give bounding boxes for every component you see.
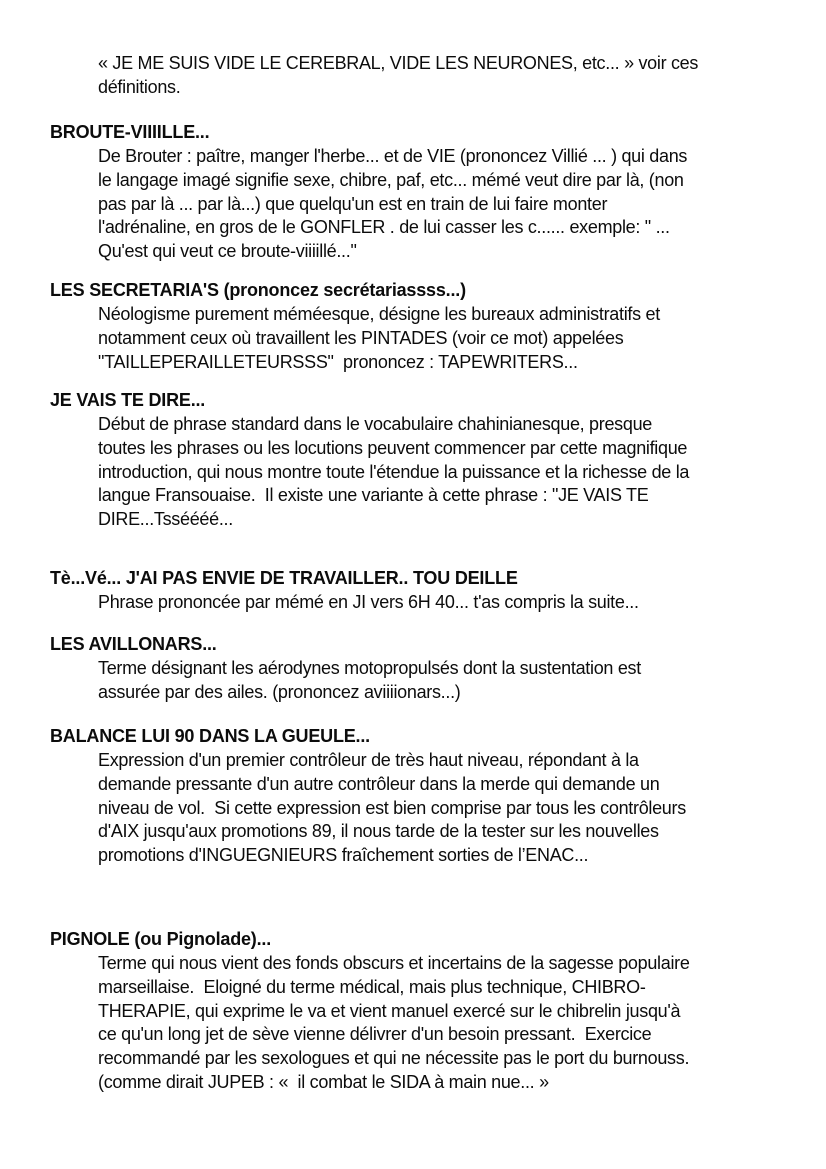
definition-line: promotions d'INGUEGNIEURS fraîchement sorties de l’ENAC...: [98, 845, 589, 866]
definition-line: notamment ceux où travaillent les PINTADES (voir ce mot) appelées: [98, 327, 624, 348]
entry-term: LES SECRETARIA'S (prononcez secrétariassss...): [50, 280, 466, 300]
definition-line: niveau de vol. Si cette expression est bien comprise par tous les contrôleurs: [98, 797, 686, 818]
entry-definition: [98, 952, 790, 1095]
definition-line: (comme dirait JUPEB : « il combat le SIDA à main nue... »: [98, 1071, 549, 1092]
definition-line: pas par là ... par là...) que quelqu'un est en train de lui faire monter: [98, 193, 608, 214]
entry-term: LES AVILLONARS...: [50, 634, 217, 654]
entry-definition: [98, 749, 790, 868]
entry-term: Tè...Vé... J'AI PAS ENVIE DE TRAVAILLER.. TOU DEILLE: [50, 568, 518, 588]
entry-term: BALANCE LUI 90 DANS LA GUEULE...: [50, 726, 370, 746]
glossary-entry-pignole: [50, 927, 790, 1095]
entry-definition: [98, 413, 790, 532]
definition-line: DIRE...Tsséééé...: [98, 509, 233, 530]
definition-line: Phrase prononcée par mémé en JI vers 6H 40... t'as compris la suite...: [98, 592, 639, 612]
definition-line: d'AIX jusqu'aux promotions 89, il nous tarde de la tester sur les nouvelles: [98, 821, 659, 842]
glossary-entry-je-vais-te-dire: [50, 388, 790, 532]
definition-line: Expression d'un premier contrôleur de très haut niveau, répondant à la: [98, 750, 639, 770]
entry-definition: [98, 52, 790, 100]
definition-line: définitions.: [98, 76, 181, 97]
definition-line: introduction, qui nous montre toute l'étendue la puissance et la richesse de la: [98, 461, 690, 482]
glossary-entry-intro: [50, 52, 790, 100]
definition-line: « JE ME SUIS VIDE LE CEREBRAL, VIDE LES NEURONES, etc... » voir ces: [98, 53, 699, 73]
definition-line: Début de phrase standard dans le vocabulaire chahinianesque, presque: [98, 414, 653, 434]
glossary-entry-broute-viiiille: [50, 120, 790, 264]
definition-line: Qu'est qui veut ce broute-viiiillé...": [98, 241, 357, 262]
definition-line: recommandé par les sexologues et qui ne nécessite pas le port du burnouss.: [98, 1048, 690, 1069]
glossary-entry-les-avillonars: [50, 632, 790, 705]
definition-line: Terme qui nous vient des fonds obscurs et incertains de la sagesse populaire: [98, 953, 690, 973]
glossary-entry-balance-lui-90: [50, 724, 790, 868]
entry-definition: [98, 591, 790, 615]
glossary-entry-secretarias: [50, 278, 790, 374]
definition-line: marseillaise. Eloigné du terme médical, mais plus technique, CHIBRO-: [98, 976, 646, 997]
definition-line: Néologisme purement méméesque, désigne les bureaux administratifs et: [98, 304, 660, 324]
entry-term: PIGNOLE (ou Pignolade)...: [50, 929, 272, 949]
definition-line: assurée par des ailes. (prononcez aviiiionars...): [98, 681, 461, 702]
definition-line: l'adrénaline, en gros de le GONFLER . de lui casser les c...... exemple: " ...: [98, 217, 670, 238]
definition-line: langue Fransouaise. Il existe une variante à cette phrase : "JE VAIS TE: [98, 485, 649, 506]
definition-line: "TAILLEPERAILLETEURSSS" prononcez : TAPEWRITERS...: [98, 351, 578, 372]
entry-definition: [98, 657, 790, 705]
entry-term: JE VAIS TE DIRE...: [50, 390, 206, 410]
entry-definition: [98, 145, 790, 264]
definition-line: ce qu'un long jet de sève vienne délivrer d'un besoin pressant. Exercice: [98, 1024, 652, 1045]
definition-line: toutes les phrases ou les locutions peuvent commencer par cette magnifique: [98, 437, 688, 458]
definition-line: THERAPIE, qui exprime le va et vient manuel exercé sur le chibrelin jusqu'à: [98, 1000, 681, 1021]
definition-line: De Brouter : paître, manger l'herbe... et de VIE (prononcez Villié ... ) qui dans: [98, 146, 688, 166]
entry-definition: [98, 303, 790, 374]
definition-line: Terme désignant les aérodynes motopropulsés dont la sustentation est: [98, 658, 641, 678]
definition-line: demande pressante d'un autre contrôleur dans la merde qui demande un: [98, 773, 660, 794]
entry-term: BROUTE-VIIIILLE...: [50, 122, 210, 142]
glossary-entry-te-ve-travailler: [50, 566, 790, 615]
definition-line: le langage imagé signifie sexe, chibre, paf, etc... mémé veut dire par là, (non: [98, 169, 684, 190]
